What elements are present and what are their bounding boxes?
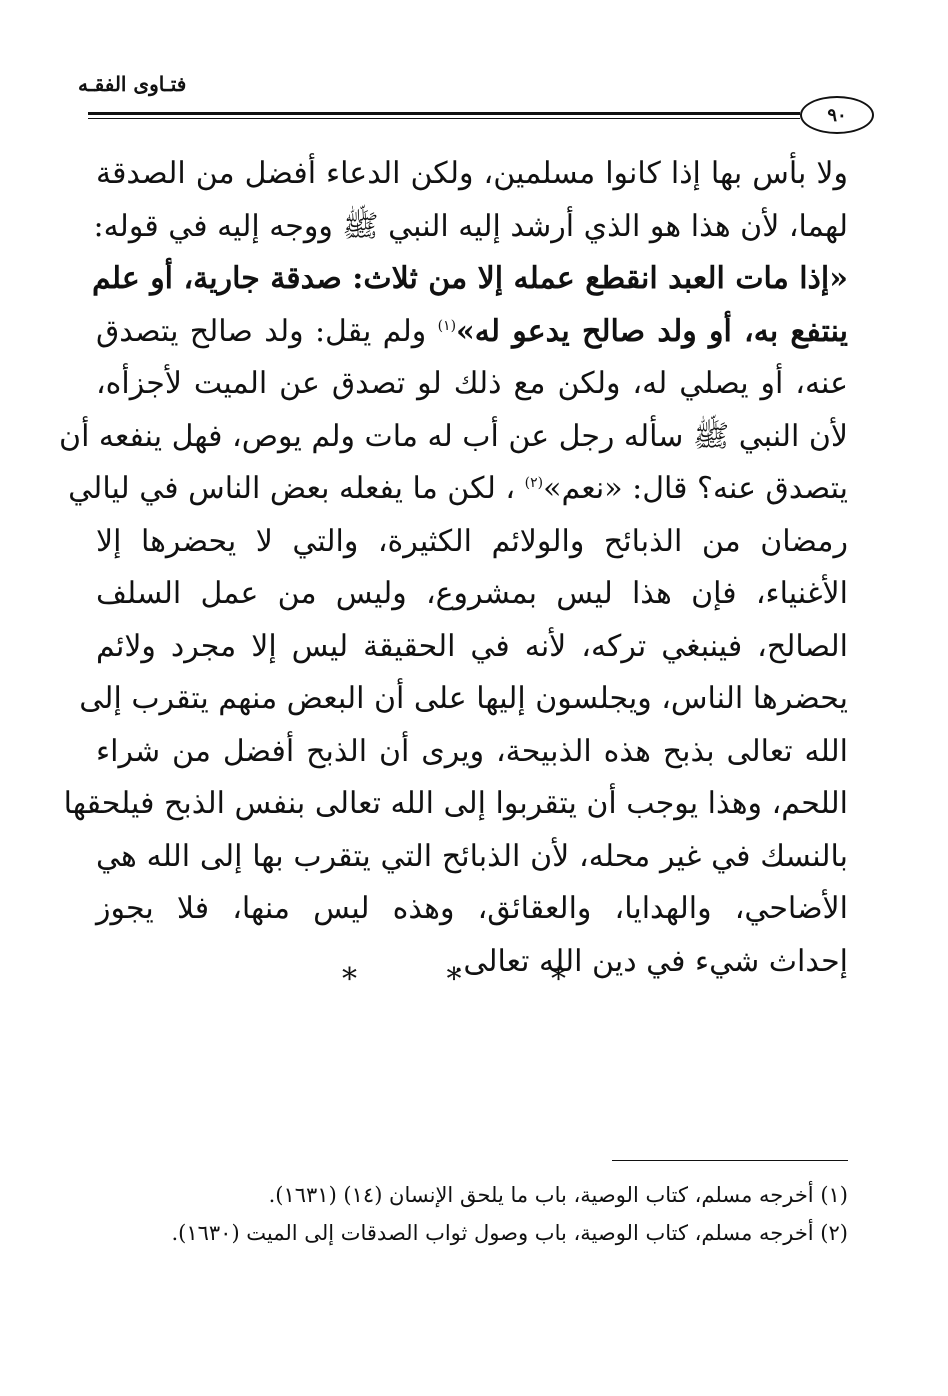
- text-line: [96, 306, 848, 359]
- hadith-end: ينتفع به، أو ولد صالح يدعو له»: [456, 313, 849, 349]
- text-line: ولا بأس بها إذا كانوا مسلمين، ولكن الدعاء أفضل من الصدقة: [96, 156, 848, 191]
- running-header-title: فتـاوى الفقـه: [78, 72, 187, 96]
- footnote: (١) أخرجه مسلم، كتاب الوصية، باب ما يلحق الإنسان (١٤) (١٦٣١).: [268, 1183, 848, 1207]
- text-line: إحداث شيء في دين الله تعالى.: [453, 943, 848, 979]
- text-line: [68, 463, 848, 516]
- text-line: لهما، لأن هذا هو الذي أرشد إليه النبي ﷺ ووجه إليه في قوله:: [93, 208, 848, 244]
- text-line: الأغنياء، فإن هذا ليس بمشروع، وليس من عمل السلف: [96, 576, 848, 611]
- text-line: الأضاحي، والهدايا، والعقائق، وهذه ليس منها، فلا يجوز: [96, 891, 848, 926]
- text-line: الصالح، فينبغي تركه، لأنه في الحقيقة ليس إلا مجرد ولائم: [96, 628, 848, 664]
- page-number-badge: ٩٠: [800, 96, 874, 134]
- text-line: يحضرها الناس، ويجلسون إليها على أن البعض منهم يتقرب إلى: [79, 681, 848, 716]
- text-line: لأن النبي ﷺ سأله رجل عن أب له مات ولم يوص، فهل ينفعه أن: [59, 418, 848, 454]
- footnote-rule: [612, 1160, 848, 1161]
- header-rule: [88, 112, 800, 115]
- header-rule-thin: [88, 118, 800, 119]
- section-separator: * * *: [341, 962, 607, 997]
- footnote: (٢) أخرجه مسلم، كتاب الوصية، باب وصول ثواب الصدقات إلى الميت (١٦٣٠).: [171, 1221, 848, 1245]
- body-text: [59, 148, 849, 988]
- text-line: اللحم، وهذا يوجب أن يتقربوا إلى الله تعالى بنفس الذبح فيلحقها: [63, 786, 848, 821]
- text-line: رمضان من الذبائح والولائم الكثيرة، والتي لا يحضرها إلا: [96, 523, 848, 559]
- footnote-ref: (١): [437, 317, 457, 334]
- text-line: الله تعالى بذبح هذه الذبيحة، ويرى أن الذبح أفضل من شراء: [96, 733, 849, 769]
- text-line: عنه، أو يصلي له، ولكن مع ذلك لو تصدق عن الميت لأجزأه،: [96, 366, 848, 401]
- hadith-line: «إذا مات العبد انقطع عمله إلا من ثلاث: صدقة جارية، أو علم: [91, 261, 848, 296]
- text-segment: ولم يقل: ولد صالح يتصدق: [96, 313, 427, 349]
- text-segment: ، لكن ما يفعله بعض الناس في ليالي: [68, 471, 516, 506]
- text-line: بالنسك في غير محله، لأن الذبائح التي يتقرب بها إلى الله هي: [96, 838, 848, 874]
- text-segment: يتصدق عنه؟ قال: «نعم»: [543, 471, 848, 506]
- footnote-ref: (٢): [524, 475, 544, 491]
- footnotes: [96, 1176, 848, 1252]
